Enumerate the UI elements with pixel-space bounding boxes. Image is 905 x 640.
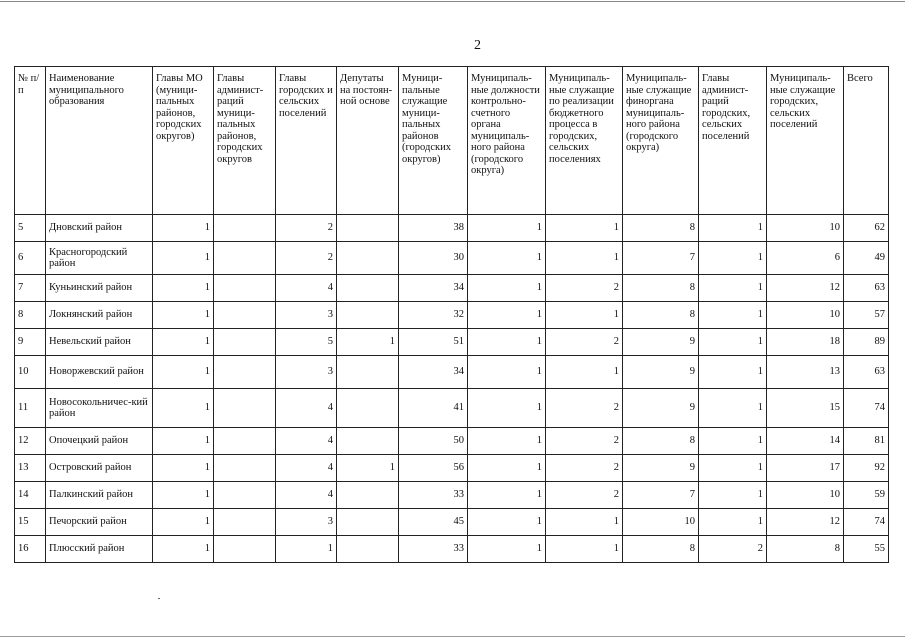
municipality-name: Опочецкий район [46,428,153,455]
table-row [15,356,889,389]
column-header: Муниципаль-ные служащие финоргана муниципаль-ного района (городского округа) [623,67,699,215]
municipality-name: Дновский район [46,215,153,242]
count-cell [337,215,399,242]
count-cell: 2 [546,428,623,455]
count-cell: 1 [153,389,214,428]
count-cell: 1 [153,275,214,302]
scan-border-top [0,1,905,2]
table-row [15,302,889,329]
row-total: 81 [844,428,889,455]
count-cell: 51 [399,329,468,356]
count-cell: 2 [699,536,767,563]
count-cell: 2 [546,275,623,302]
count-cell: 1 [468,242,546,275]
row-number: 16 [15,536,46,563]
count-cell: 1 [546,509,623,536]
column-header: Главы МО (муници-пальных районов, городских округов) [153,67,214,215]
count-cell: 1 [337,329,399,356]
count-cell: 1 [153,428,214,455]
row-number: 9 [15,329,46,356]
count-cell: 1 [468,356,546,389]
count-cell [214,329,276,356]
row-number: 10 [15,356,46,389]
count-cell: 1 [153,356,214,389]
column-header: Главы городских и сельских поселений [276,67,337,215]
row-total: 92 [844,455,889,482]
count-cell: 2 [276,242,337,275]
count-cell [214,215,276,242]
count-cell: 4 [276,275,337,302]
count-cell [337,428,399,455]
count-cell: 1 [468,389,546,428]
count-cell: 1 [337,455,399,482]
count-cell [337,302,399,329]
count-cell: 17 [767,455,844,482]
count-cell [214,536,276,563]
count-cell: 8 [623,275,699,302]
row-total: 63 [844,356,889,389]
column-header: Муници-пальные служащие муници-пальных районов (городских округов) [399,67,468,215]
row-number: 7 [15,275,46,302]
row-total: 62 [844,215,889,242]
count-cell: 8 [623,302,699,329]
count-cell: 1 [699,242,767,275]
page-number: 2 [474,38,481,53]
count-cell: 10 [767,302,844,329]
table-row [15,455,889,482]
count-cell [214,428,276,455]
count-cell [337,509,399,536]
count-cell: 18 [767,329,844,356]
staffing-table [14,66,889,563]
count-cell [214,275,276,302]
count-cell: 9 [623,455,699,482]
scan-border-bottom [0,636,905,637]
count-cell: 1 [468,536,546,563]
row-total: 63 [844,275,889,302]
table-row [15,215,889,242]
count-cell: 10 [767,482,844,509]
count-cell: 1 [699,455,767,482]
count-cell: 1 [546,242,623,275]
count-cell: 34 [399,356,468,389]
count-cell: 33 [399,482,468,509]
count-cell: 7 [623,242,699,275]
count-cell: 1 [153,215,214,242]
count-cell: 8 [767,536,844,563]
table-row [15,536,889,563]
count-cell: 4 [276,482,337,509]
table-row [15,428,889,455]
row-number: 13 [15,455,46,482]
count-cell: 1 [468,482,546,509]
count-cell: 1 [153,329,214,356]
count-cell: 1 [153,536,214,563]
municipality-name: Печорский район [46,509,153,536]
count-cell: 14 [767,428,844,455]
count-cell: 1 [468,509,546,536]
count-cell: 1 [276,536,337,563]
count-cell [337,536,399,563]
row-number: 14 [15,482,46,509]
municipality-name: Островский район [46,455,153,482]
count-cell: 1 [468,428,546,455]
municipality-name: Плюсский район [46,536,153,563]
count-cell: 2 [546,482,623,509]
count-cell: 50 [399,428,468,455]
scan-speck [158,598,160,599]
count-cell [214,509,276,536]
count-cell: 12 [767,509,844,536]
count-cell: 1 [699,428,767,455]
count-cell: 56 [399,455,468,482]
count-cell: 1 [468,215,546,242]
count-cell [214,242,276,275]
count-cell [214,389,276,428]
table-row [15,482,889,509]
count-cell: 1 [153,302,214,329]
count-cell: 3 [276,356,337,389]
count-cell: 41 [399,389,468,428]
count-cell: 12 [767,275,844,302]
row-total: 89 [844,329,889,356]
column-header: Депутаты на постоян-ной основе [337,67,399,215]
count-cell: 30 [399,242,468,275]
column-header: Муниципаль-ные служащие городских, сельских поселений [767,67,844,215]
count-cell: 6 [767,242,844,275]
count-cell [214,455,276,482]
column-header: Главы админист-раций муници-пальных районов, городских округов [214,67,276,215]
municipality-name: Локнянский район [46,302,153,329]
count-cell: 45 [399,509,468,536]
municipality-name: Новосокольничес-кий район [46,389,153,428]
table-row [15,242,889,275]
column-header: № п/п [15,67,46,215]
column-header: Наименование муниципального образования [46,67,153,215]
count-cell: 9 [623,356,699,389]
count-cell: 4 [276,389,337,428]
row-number: 6 [15,242,46,275]
count-cell: 1 [546,215,623,242]
count-cell [214,482,276,509]
count-cell: 8 [623,215,699,242]
row-total: 74 [844,509,889,536]
column-header: Муниципаль-ные должности контрольно-счетного органа муниципаль-ного района (городского округа) [468,67,546,215]
count-cell: 1 [153,455,214,482]
municipality-name: Красногородский район [46,242,153,275]
row-number: 15 [15,509,46,536]
count-cell: 34 [399,275,468,302]
count-cell: 1 [699,509,767,536]
count-cell: 1 [699,482,767,509]
count-cell: 2 [276,215,337,242]
count-cell: 1 [153,482,214,509]
count-cell: 3 [276,302,337,329]
count-cell: 10 [623,509,699,536]
count-cell: 1 [153,242,214,275]
row-total: 74 [844,389,889,428]
row-total: 59 [844,482,889,509]
count-cell: 1 [546,302,623,329]
count-cell [337,242,399,275]
count-cell: 1 [699,389,767,428]
count-cell [214,302,276,329]
table-body [15,215,889,563]
count-cell: 1 [699,356,767,389]
table-row [15,329,889,356]
count-cell [214,356,276,389]
count-cell: 9 [623,389,699,428]
row-number: 5 [15,215,46,242]
municipality-name: Невельский район [46,329,153,356]
count-cell [337,275,399,302]
header-row [15,67,889,215]
count-cell: 15 [767,389,844,428]
count-cell: 38 [399,215,468,242]
count-cell: 1 [699,215,767,242]
count-cell: 2 [546,329,623,356]
count-cell: 13 [767,356,844,389]
municipality-name: Куньинский район [46,275,153,302]
count-cell: 3 [276,509,337,536]
count-cell: 2 [546,455,623,482]
row-number: 8 [15,302,46,329]
count-cell: 8 [623,428,699,455]
count-cell: 1 [468,329,546,356]
column-header: Муниципаль-ные служащие по реализации бюджетного процесса в городских, сельских поселениях [546,67,623,215]
count-cell: 1 [546,356,623,389]
row-number: 11 [15,389,46,428]
count-cell: 10 [767,215,844,242]
count-cell [337,482,399,509]
count-cell: 2 [546,389,623,428]
row-total: 57 [844,302,889,329]
count-cell: 7 [623,482,699,509]
count-cell: 1 [153,509,214,536]
table-row [15,275,889,302]
column-header: Всего [844,67,889,215]
row-number: 12 [15,428,46,455]
count-cell: 5 [276,329,337,356]
row-total: 55 [844,536,889,563]
count-cell: 32 [399,302,468,329]
count-cell: 4 [276,455,337,482]
table-row [15,509,889,536]
count-cell: 1 [468,455,546,482]
count-cell [337,356,399,389]
municipality-name: Палкинский район [46,482,153,509]
table-header [15,67,889,215]
count-cell: 4 [276,428,337,455]
municipality-name: Новоржевский район [46,356,153,389]
count-cell: 33 [399,536,468,563]
count-cell: 1 [699,329,767,356]
count-cell: 1 [546,536,623,563]
count-cell: 1 [699,302,767,329]
table-row [15,389,889,428]
row-total: 49 [844,242,889,275]
count-cell: 1 [699,275,767,302]
count-cell: 1 [468,275,546,302]
count-cell: 9 [623,329,699,356]
count-cell [337,389,399,428]
count-cell: 1 [468,302,546,329]
column-header: Главы админист-раций городских, сельских поселений [699,67,767,215]
count-cell: 8 [623,536,699,563]
